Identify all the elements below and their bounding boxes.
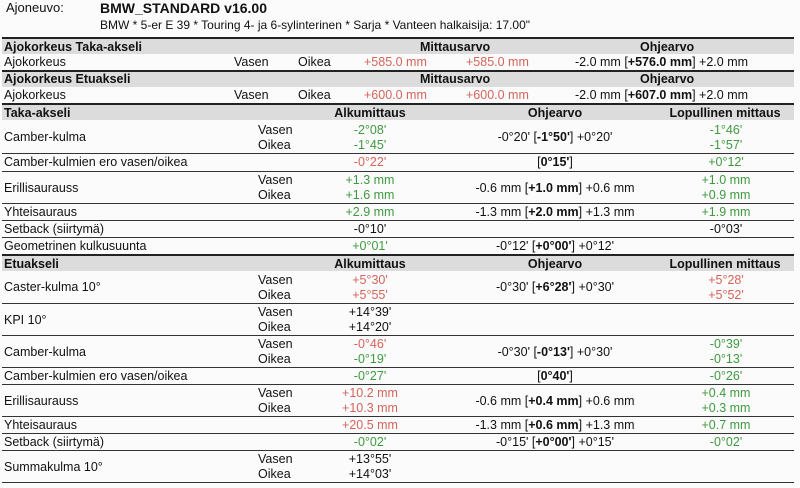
init-left: -2°08' [353,123,387,137]
divider [2,450,794,451]
spec-range: -0°20' [-1°50'] +0°20' [497,130,613,144]
included-angle-label: Summakulma 10° [4,460,103,474]
init-value: -0°22' [353,155,387,169]
init-value: -0°10' [353,222,387,236]
side-left: Vasen [234,55,269,69]
divider [2,433,794,434]
final-right: +0.3 mm [701,401,751,415]
spec-range: -1.3 mm [+2.0 mm] +1.3 mm [475,205,635,219]
spec-range: -0°12' [+0°00'] +0°12' [496,239,614,253]
measured-left: +585.0 mm [364,55,427,69]
final-right: -0°13' [709,352,743,366]
divider [2,153,794,154]
col-measured: Mittausarvo [420,40,491,54]
init-value: -0°02' [353,435,387,449]
divider [2,237,794,238]
divider [2,335,794,336]
divider [2,103,794,105]
rear-axle-title: Taka-akseli [4,106,71,120]
init-left: +1.3 mm [345,173,395,187]
vehicle-title: BMW_STANDARD v16.00 [100,0,267,16]
divider [2,384,794,385]
col-spec: Ohjearvo [640,72,695,86]
final-left: -0°39' [709,337,743,351]
spec-range: -1.3 mm [+0.6 mm] +1.3 mm [475,418,635,432]
final-value: -0°26' [709,369,743,383]
spec-range: -0°30' [-0°13'] +0°30' [497,345,613,359]
final-right: +0.9 mm [701,188,751,202]
init-right: +5°55' [352,288,388,302]
final-value: +0°12' [708,155,744,169]
front-setback-label: Setback (siirtymä) [4,435,105,449]
init-left: +5°30' [352,273,388,287]
col-spec: Ohjearvo [640,40,695,54]
spec-range: -2.0 mm [+576.0 mm] +2.0 mm [575,55,749,69]
spec-range: -2.0 mm [+607.0 mm] +2.0 mm [575,88,749,102]
init-right: +10.3 mm [342,401,398,415]
final-right: +5°52' [708,288,744,302]
spec-range: -0°15' [+0°00'] +0°15' [496,435,614,449]
side-left: Vasen [258,173,293,187]
side-right: Oikea [258,467,291,481]
spec-range: -0.6 mm [+1.0 mm] +0.6 mm [475,181,635,195]
col-final: Lopullinen mittaus [669,106,781,120]
side-right: Oikea [258,138,291,152]
init-value: -0°27' [353,369,387,383]
vehicle-description: BMW * 5-er E 39 * Touring 4- ja 6-sylinterinen * Sarja * Vanteen halkaisija: 17.00" [100,18,531,32]
init-right: -1°45' [353,138,387,152]
rear-toe-label: Erillisaurauss [4,181,79,195]
init-right: -0°19' [353,352,387,366]
spec-range: -0.6 mm [+0.4 mm] +0.6 mm [475,394,635,408]
side-left: Vasen [234,88,269,102]
front-total-toe-label: Yhteisauraus [4,418,77,432]
final-value: -0°03' [709,222,743,236]
spec-value: [0°40'] [537,369,573,383]
init-value: +0°01' [352,239,388,253]
final-value: -0°02' [709,435,743,449]
side-left: Vasen [258,337,293,351]
divider [2,482,794,483]
col-measured: Mittausarvo [420,72,491,86]
side-right: Oikea [258,401,291,415]
rear-total-toe-label: Yhteisauraus [4,205,77,219]
final-left: +1.0 mm [701,173,751,187]
final-left: +5°28' [708,273,744,287]
init-right: +1.6 mm [345,188,395,202]
side-left: Vasen [258,452,293,466]
spec-range: -0°30' [+6°28'] +0°30' [496,280,614,294]
final-left: +0.4 mm [701,386,751,400]
measured-left: +600.0 mm [364,88,427,102]
col-initial: Alkumittaus [334,106,406,120]
side-left: Vasen [258,123,293,137]
init-value: +2.9 mm [345,205,395,219]
final-right: -1°57' [709,138,743,152]
init-left: +10.2 mm [342,386,398,400]
divider [2,220,794,221]
divider [2,254,794,256]
col-final: Lopullinen mittaus [669,257,781,271]
rear-camber-diff-label: Camber-kulmien ero vasen/oikea [4,155,188,169]
divider [2,303,794,304]
rear-camber-label: Camber-kulma [4,130,86,144]
row-label: Ajokorkeus [4,88,66,102]
col-spec: Ohjearvo [527,257,583,271]
side-left: Vasen [258,273,293,287]
final-left: -1°46' [709,123,743,137]
init-right: +14°03' [348,467,392,481]
init-left: +13°55' [348,452,392,466]
kpi-label: KPI 10° [4,313,47,327]
final-value: +0.7 mm [701,418,751,432]
side-left: Vasen [258,305,293,319]
side-right: Oikea [258,288,291,302]
spec-value: [0°15'] [537,155,573,169]
ride-height-rear-title: Ajokorkeus Taka-akseli [4,40,143,54]
side-left: Vasen [258,386,293,400]
side-right: Oikea [298,88,331,102]
init-right: +14°20' [348,320,392,334]
divider [2,171,794,172]
divider [2,416,794,417]
front-camber-diff-label: Camber-kulmien ero vasen/oikea [4,369,188,383]
rear-setback-label: Setback (siirtymä) [4,222,105,236]
front-camber-label: Camber-kulma [4,345,86,359]
col-spec: Ohjearvo [527,106,583,120]
divider [2,203,794,204]
col-initial: Alkumittaus [334,257,406,271]
divider [2,37,794,39]
final-value: +1.9 mm [701,205,751,219]
ride-height-front-title: Ajokorkeus Etuakseli [4,72,131,86]
caster-label: Caster-kulma 10° [4,280,101,294]
thrust-angle-label: Geometrinen kulkusuunta [4,239,147,253]
init-left: -0°46' [353,337,387,351]
divider [2,367,794,368]
init-left: +14°39' [348,305,392,319]
init-value: +20.5 mm [342,418,398,432]
front-axle-title: Etuakseli [4,257,59,271]
vehicle-label: Ajoneuvo: [6,0,64,15]
side-right: Oikea [258,320,291,334]
row-label: Ajokorkeus [4,55,66,69]
side-right: Oikea [258,352,291,366]
side-right: Oikea [298,55,331,69]
measured-right: +600.0 mm [466,88,529,102]
front-toe-label: Erillisaurauss [4,394,79,408]
side-right: Oikea [258,188,291,202]
measured-right: +585.0 mm [466,55,529,69]
